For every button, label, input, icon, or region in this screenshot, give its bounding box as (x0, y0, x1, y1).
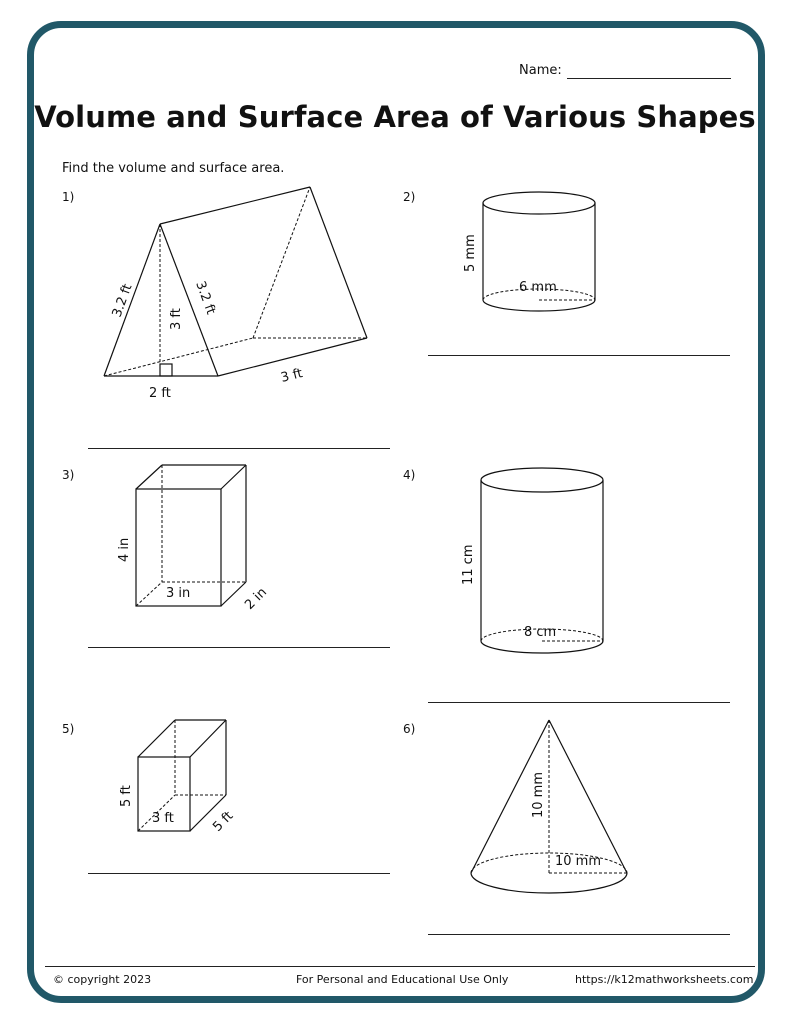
problem-1-prism-figure (104, 187, 367, 376)
page-title: Volume and Surface Area of Various Shapes (34, 100, 756, 134)
problem-5-width-label: 5 ft (210, 808, 237, 835)
problem-3-height-label: 4 in (117, 537, 132, 562)
problem-6-radius-label: 10 mm (555, 854, 602, 869)
name-label: Name: (519, 63, 562, 78)
problem-1-number: 1) (62, 190, 75, 204)
problem-5-number: 5) (62, 722, 75, 736)
footer-copyright: © copyright 2023 (53, 973, 152, 986)
problem-1-right-slant-label: 3.2 ft (192, 279, 219, 317)
problem-2-diameter-label: 6 mm (519, 280, 557, 295)
problem-3-length-label: 3 in (166, 586, 191, 601)
problem-6-height-label: 10 mm (531, 771, 546, 818)
footer-usage-note: For Personal and Educational Use Only (296, 973, 509, 986)
problem-1-length-label: 3 ft (279, 366, 305, 386)
problem-5-height-label: 5 ft (119, 785, 134, 807)
problem-2-number: 2) (403, 190, 416, 204)
problem-4-number: 4) (403, 468, 416, 482)
problem-2-height-label: 5 mm (463, 234, 478, 272)
problem-1-base-label: 2 ft (149, 386, 171, 401)
footer-url[interactable]: https://k12mathworksheets.com (575, 973, 754, 986)
problem-5-length-label: 3 ft (152, 811, 174, 826)
problem-4-diameter-label: 8 cm (524, 625, 557, 640)
problem-6-number: 6) (403, 722, 416, 736)
problem-6-cone-figure (471, 720, 627, 893)
problem-1-height-label: 3 ft (169, 308, 184, 330)
problem-3-box-figure (136, 465, 246, 606)
problem-3-width-label: 2 in (242, 585, 270, 613)
problem-3-number: 3) (62, 468, 75, 482)
problem-4-height-label: 11 cm (461, 544, 476, 585)
instructions: Find the volume and surface area. (62, 161, 285, 176)
problem-1-left-slant-label: 3.2 ft (109, 282, 136, 320)
footer-divider (45, 966, 755, 967)
